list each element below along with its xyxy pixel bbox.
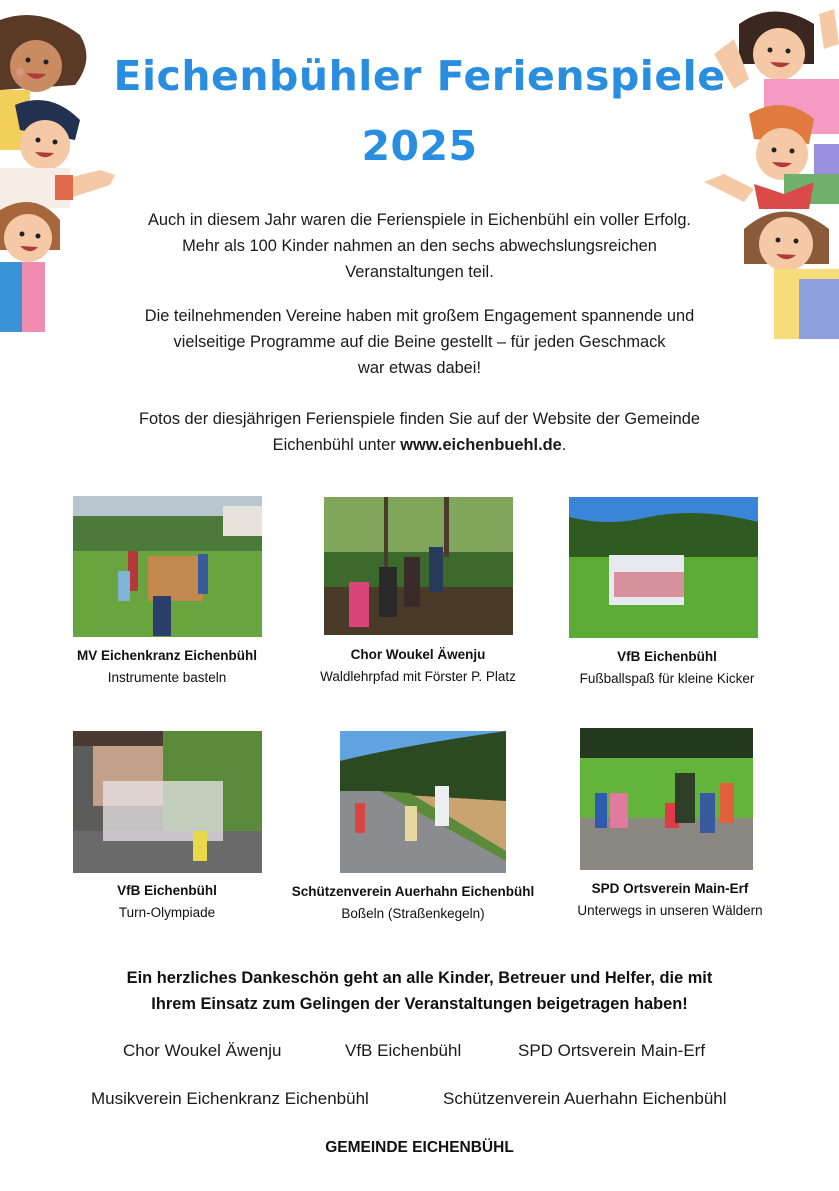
event-caption-4: [37, 880, 297, 924]
club-name: SPD Ortsverein Main-Erf: [518, 1041, 706, 1060]
website-prefix: Eichenbühl unter: [272, 436, 401, 454]
event-photo-1: [73, 496, 262, 637]
website-suffix: .: [561, 436, 567, 454]
event-activity: Turn-Olympiade: [118, 905, 216, 920]
page-title-year: 2025: [361, 122, 478, 170]
event-organizer: SPD Ortsverein Main-Erf: [591, 881, 749, 896]
event-activity: Waldlehrpfad mit Förster P. Platz: [320, 669, 516, 684]
thanks-message: [60, 965, 779, 1017]
intro-paragraph-1: [80, 207, 759, 285]
event-organizer: MV Eichenkranz Eichenbühl: [76, 648, 258, 663]
event-organizer: VfB Eichenbühl: [117, 883, 217, 898]
event-organizer: VfB Eichenbühl: [617, 649, 717, 664]
event-activity: Fußballspaß für kleine Kicker: [579, 671, 755, 686]
event-caption-3: [537, 646, 797, 690]
event-organizer: Chor Woukel Äwenju: [350, 647, 486, 662]
event-activity: Boßeln (Straßenkegeln): [341, 906, 485, 921]
event-caption-6: [540, 878, 800, 922]
thanks-line: Ihrem Einsatz zum Gelingen der Veranstaltungen beigetragen haben!: [151, 995, 688, 1013]
intro-text-line: [80, 432, 759, 458]
event-caption-1: [37, 645, 297, 689]
intro-text-line: Veranstaltungen teil.: [345, 263, 494, 281]
intro-text-line: Die teilnehmenden Vereine haben mit großem Engagement spannende und: [144, 307, 695, 325]
club-name: Schützenverein Auerhahn Eichenbühl: [443, 1089, 727, 1108]
intro-paragraph-3: [80, 406, 759, 458]
intro-text-line: Mehr als 100 Kinder nahmen an den sechs abwechslungsreichen: [182, 237, 657, 255]
intro-text-line: vielseitige Programme auf die Beine gestellt – für jeden Geschmack: [173, 333, 666, 351]
event-caption-2: [288, 644, 548, 688]
club-name: VfB Eichenbühl: [345, 1041, 462, 1060]
event-photo-6: [580, 728, 753, 870]
event-activity: Unterwegs in unseren Wäldern: [577, 903, 763, 918]
footer-municipality: GEMEINDE EICHENBÜHL: [325, 1139, 514, 1156]
intro-paragraph-2: [80, 303, 759, 381]
website-link[interactable]: www.eichenbuehl.de: [400, 436, 562, 454]
intro-text-line: war etwas dabei!: [358, 359, 481, 377]
event-organizer: Schützenverein Auerhahn Eichenbühl: [291, 884, 535, 899]
event-activity: Instrumente basteln: [107, 670, 227, 685]
intro-text-line: Auch in diesem Jahr waren die Ferienspiele in Eichenbühl ein voller Erfolg.: [147, 211, 691, 229]
thanks-line: Ein herzliches Dankeschön geht an alle Kinder, Betreuer und Helfer, die mit: [126, 969, 713, 987]
event-photo-5: [340, 731, 506, 873]
event-photo-3: [569, 497, 758, 638]
event-caption-5: [283, 881, 543, 925]
club-name: Chor Woukel Äwenju: [123, 1041, 282, 1060]
event-photo-2: [324, 497, 513, 635]
intro-text-line: Fotos der diesjährigen Ferienspiele finden Sie auf der Website der Gemeinde: [139, 410, 700, 428]
page-title: Eichenbühler Ferienspiele: [113, 52, 726, 100]
club-name: Musikverein Eichenkranz Eichenbühl: [91, 1089, 369, 1108]
event-photo-4: [73, 731, 262, 873]
